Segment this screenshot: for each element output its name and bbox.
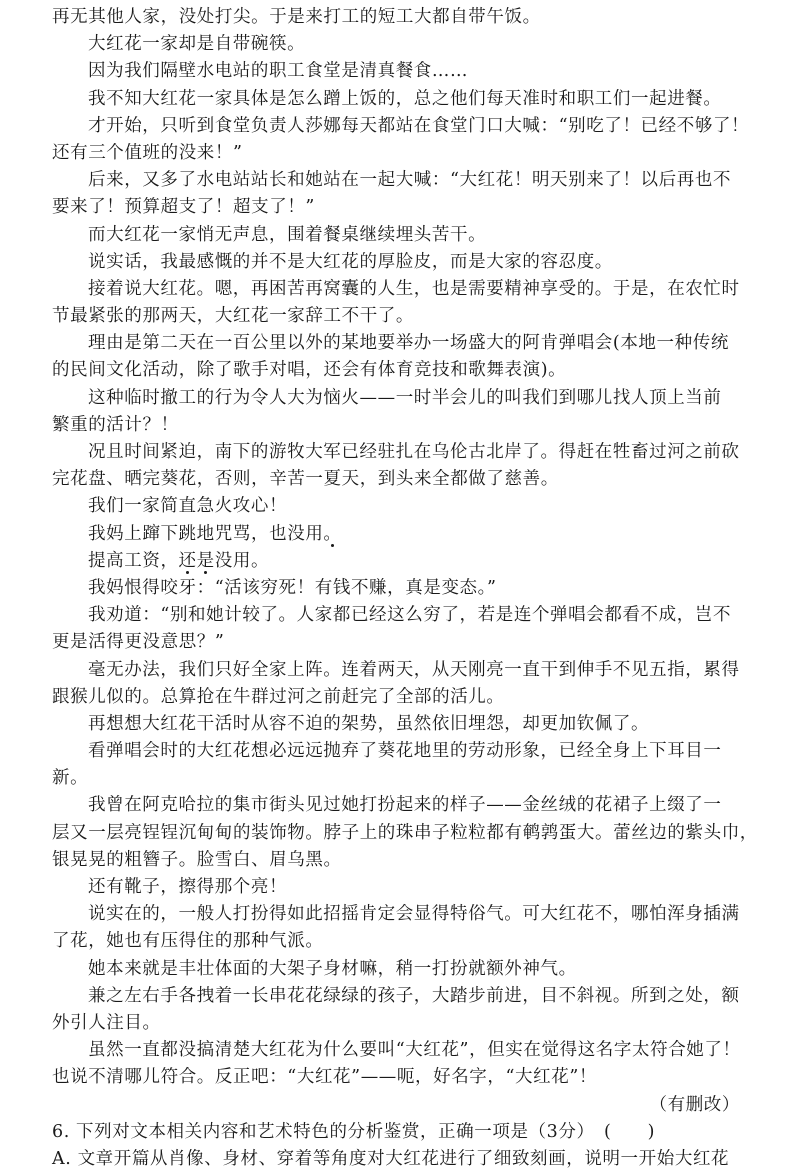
- text-line: 她本来就是丰壮体面的大架子身材嘛，稍一打扮就额外神气。: [88, 958, 577, 979]
- text-line: 还有靴子，擦得那个亮！: [88, 877, 288, 897]
- text-line: 况且时间紧迫，南下的游牧大军已经驻扎在乌伦古北岸了。得赶在牲畜过河之前砍: [88, 442, 740, 462]
- text-line: 还有三个值班的没来！”: [52, 142, 243, 163]
- text-line: 更是活得更没意思？”: [52, 632, 225, 653]
- text-line: 的民间文化活动，除了歌手对唱，还会有体育竞技和歌舞表演)。: [52, 360, 567, 381]
- text-line: 提高工资，还是没用。: [88, 550, 270, 571]
- article-body: [52, 4, 760, 1092]
- text-line: 完花盘、晒完葵花，否则，辛苦一夏天，到头来全都做了慈善。: [52, 469, 559, 490]
- question-stem: 6. 下列对文本相关内容和艺术特色的分析鉴赏，正确一项是（3分） ( ): [52, 1121, 655, 1142]
- text-line: 后来，又多了水电站站长和她站在一起大喊：“大红花！明天别来了！以后再也不: [88, 170, 732, 191]
- text-line: 我劝道：“别和她计较了。人家都已经这么穷了，若是连个弹唱会都看不成，岂不: [88, 605, 732, 626]
- text-line: 因为我们隔壁水电站的职工食堂是清真餐食……: [88, 61, 469, 82]
- text-line: 节最紧张的那两天，大红花一家辞工不干了。: [52, 306, 414, 327]
- text-line: 层又一层亮锃锃沉甸甸的装饰物。脖子上的珠串子粒粒都有鹌鹑蛋大。蕾丝边的紫头巾，: [52, 822, 758, 843]
- text-line: 说实话，我最感慨的并不是大红花的厚脸皮，而是大家的容忍度。: [88, 251, 613, 272]
- text-line: 看弹唱会时的大红花想必远远抛弃了葵花地里的劳动形象，已经全身上下耳目一: [88, 741, 722, 762]
- text-line: 外引人注目。: [52, 1012, 161, 1033]
- text-line: 而大红花一家悄无声息，围着餐桌继续埋头苦干。: [88, 224, 487, 245]
- text-line: 兼之左右手各拽着一长串花花绿绿的孩子，大踏步前进，目不斜视。所到之处，额: [88, 985, 740, 1006]
- text-line: 虽然一直都没搞清楚大红花为什么要叫“大红花”，但实在觉得这名字太符合她了！: [88, 1040, 741, 1061]
- text-line: 我妈上蹿下跳地咒骂，也没用。: [88, 523, 342, 544]
- text-line: 毫无办法，我们只好全家上阵。连着两天，从天刚亮一直干到伸手不见五指，累得: [88, 659, 740, 680]
- text-line: 才开始，只听到食堂负责人莎娜每天都站在食堂门口大喊：“别吃了！已经不够了！: [88, 115, 750, 136]
- text-line: 跟猴儿似的。总算抢在牛群过河之前赶完了全部的活儿。: [52, 686, 505, 707]
- text-line: 银晃晃的粗簪子。脸雪白、眉乌黑。: [52, 849, 342, 870]
- question-option-a: A. 文章开篇从肖像、身材、穿着等角度对大红花进行了细致刻画，说明一开始大红花: [52, 1148, 730, 1169]
- text-line: 这种临时撤工的行为令人大为恼火——一时半会儿的叫我们到哪儿找人顶上当前: [88, 387, 722, 408]
- text-line: 说实在的，一般人打扮得如此招摇肯定会显得特俗气。可大红花不，哪怕浑身插满: [88, 904, 740, 925]
- text-line: 我不知大红花一家具体是怎么蹭上饭的，总之他们每天准时和职工们一起进餐。: [88, 88, 722, 109]
- text-line: 我们一家简直急火攻心！: [88, 496, 288, 517]
- text-line: 了花，她也有压得住的那种气派。: [52, 931, 324, 952]
- text-line: 新。: [52, 768, 89, 789]
- text-line: 我妈恨得咬牙：“活该穷死！有钱不赚，真是变态。”: [88, 577, 497, 598]
- text-line: 我曾在阿克哈拉的集市街头见过她打扮起来的样子——金丝绒的花裙子上缀了一: [88, 795, 722, 816]
- source-note: （有删改）: [649, 1094, 740, 1115]
- text-line: 大红花一家却是自带碗筷。: [88, 34, 306, 55]
- text-line: 再想想大红花干活时从容不迫的架势，虽然依旧埋怨，却更加钦佩了。: [88, 713, 650, 734]
- text-line: 理由是第二天在一百公里以外的某地要举办一场盛大的阿肯弹唱会(本地一种传统: [88, 333, 729, 354]
- text-line: 要来了！预算超支了！超支了！”: [52, 197, 315, 218]
- text-line: 繁重的活计？！: [52, 414, 179, 435]
- text-line: 再无其他人家，没处打尖。于是来打工的短工大都自带午饭。: [52, 7, 541, 27]
- text-line: 接着说大红花。嗯，再困苦再窝囊的人生，也是需要精神享受的。于是，在农忙时: [88, 278, 740, 299]
- text-line: 也说不清哪儿符合。反正吧：“大红花”——呃，好名字，“大红花”！: [52, 1067, 597, 1088]
